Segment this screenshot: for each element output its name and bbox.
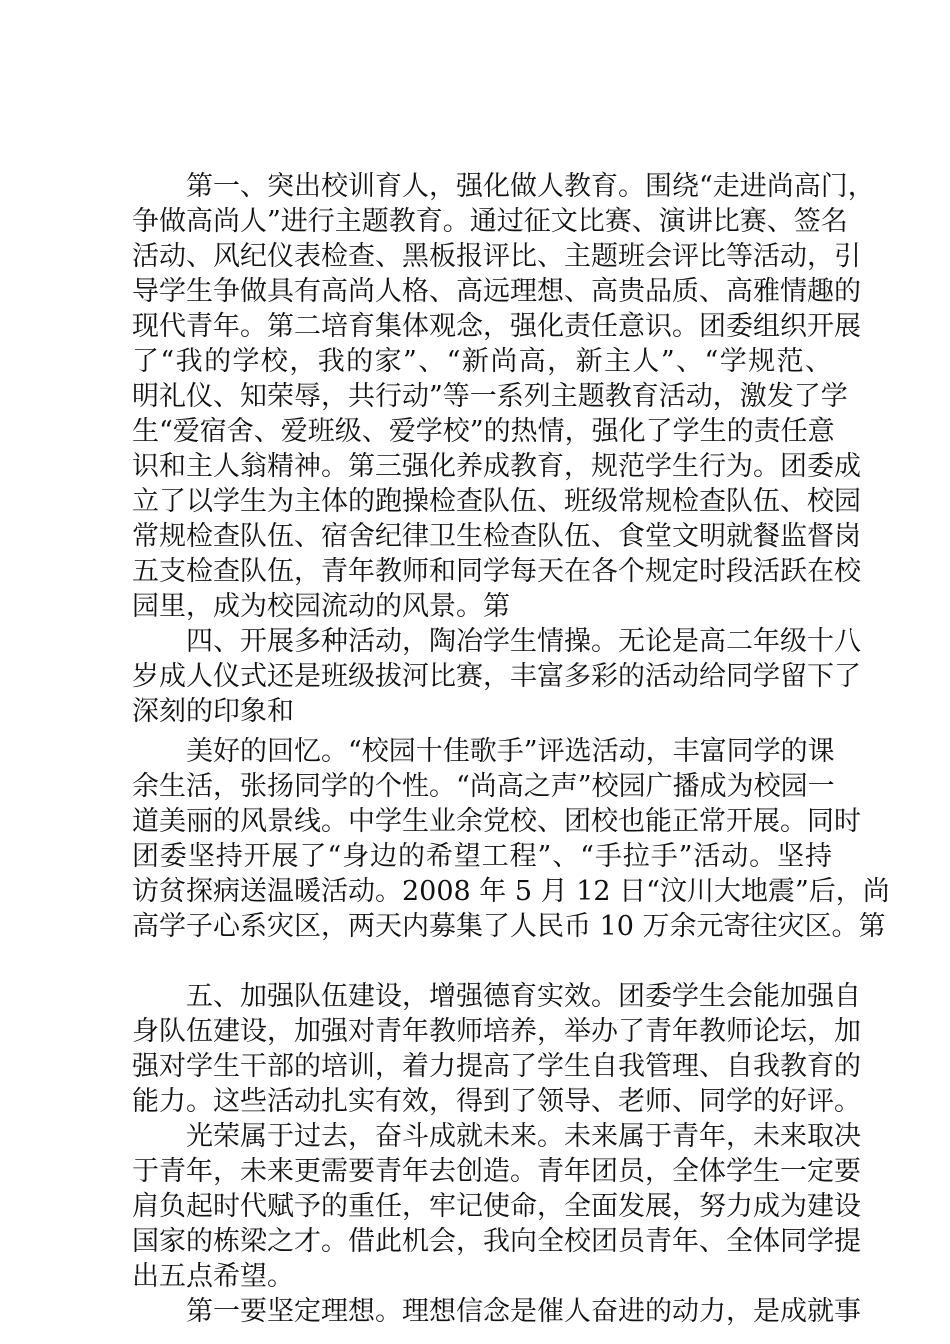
text-line: 国家的栋梁之才。借此机会，我向全校团员青年、全体同学提 xyxy=(132,1226,861,1257)
text-line: 深刻的印象和 xyxy=(132,696,294,727)
text-line: 争做高尚人”进行主题教育。通过征文比赛、演讲比赛、签名 xyxy=(132,206,848,237)
text-line: 道美丽的风景线。中学生业余党校、团校也能正常开展。同时 xyxy=(132,806,861,837)
text-line: 明礼仪、知荣辱，共行动”等一系列主题教育活动，激发了学 xyxy=(132,381,848,412)
text-line: 第一、突出校训育人，强化做人教育。围绕“走进尚高门， xyxy=(186,171,875,202)
text-line: 现代青年。第二培育集体观念，强化责任意识。团委组织开展 xyxy=(132,311,861,342)
text-line: 岁成人仪式还是班级拔河比赛，丰富多彩的活动给同学留下了 xyxy=(132,661,861,692)
text-line: 肩负起时代赋予的重任，牢记使命，全面发展，努力成为建设 xyxy=(132,1191,861,1222)
text-line: 识和主人翁精神。第三强化养成教育，规范学生行为。团委成 xyxy=(132,451,861,482)
text-line: 能力。这些活动扎实有效，得到了领导、老师、同学的好评。 xyxy=(132,1086,861,1117)
text-line: 光荣属于过去，奋斗成就未来。未来属于青年，未来取决 xyxy=(186,1121,861,1152)
text-line: 五支检查队伍，青年教师和同学每天在各个规定时段活跃在校 xyxy=(132,556,861,587)
text-line: 第一要坚定理想。理想信念是催人奋进的动力，是成就事 xyxy=(186,1296,861,1327)
text-line: 立了以学生为主体的跑操检查队伍、班级常规检查队伍、校园 xyxy=(132,486,861,517)
text-line: 生“爱宿舍、爱班级、爱学校”的热情，强化了学生的责任意 xyxy=(132,416,835,447)
text-line: 访贫探病送温暖活动。2008 年 5 月 12 日“汶川大地震”后，尚 xyxy=(132,876,890,907)
text-line: 导学生争做具有高尚人格、高远理想、高贵品质、高雅情趣的 xyxy=(132,276,861,307)
text-line: 高学子心系灾区，两天内募集了人民币 10 万余元寄往灾区。第 xyxy=(132,911,886,942)
text-line: 身队伍建设，加强对青年教师培养，举办了青年教师论坛，加 xyxy=(132,1016,861,1047)
text-line: 出五点希望。 xyxy=(132,1261,294,1292)
text-line: 团委坚持开展了“身边的希望工程”、“手拉手”活动。坚持 xyxy=(132,841,832,872)
text-line: 美好的回忆。“校园十佳歌手”评选活动，丰富同学的课 xyxy=(186,736,835,767)
text-line: 园里，成为校园流动的风景。第 xyxy=(132,591,510,622)
text-line: 常规检查队伍、宿舍纪律卫生检查队伍、食堂文明就餐监督岗 xyxy=(132,521,861,552)
text-line: 余生活，张扬同学的个性。“尚高之声”校园广播成为校园一 xyxy=(132,771,835,802)
text-line: 了“我的学校，我的家”、“新尚高，新主人”、“学规范、 xyxy=(132,346,832,377)
text-line: 活动、风纪仪表检查、黑板报评比、主题班会评比等活动，引 xyxy=(132,241,861,272)
text-line: 四、开展多种活动，陶冶学生情操。无论是高二年级十八 xyxy=(186,626,861,657)
text-line: 于青年，未来更需要青年去创造。青年团员，全体学生一定要 xyxy=(132,1156,861,1187)
text-line: 强对学生干部的培训，着力提高了学生自我管理、自我教育的 xyxy=(132,1051,861,1082)
text-line: 五、加强队伍建设，增强德育实效。团委学生会能加强自 xyxy=(186,981,861,1012)
